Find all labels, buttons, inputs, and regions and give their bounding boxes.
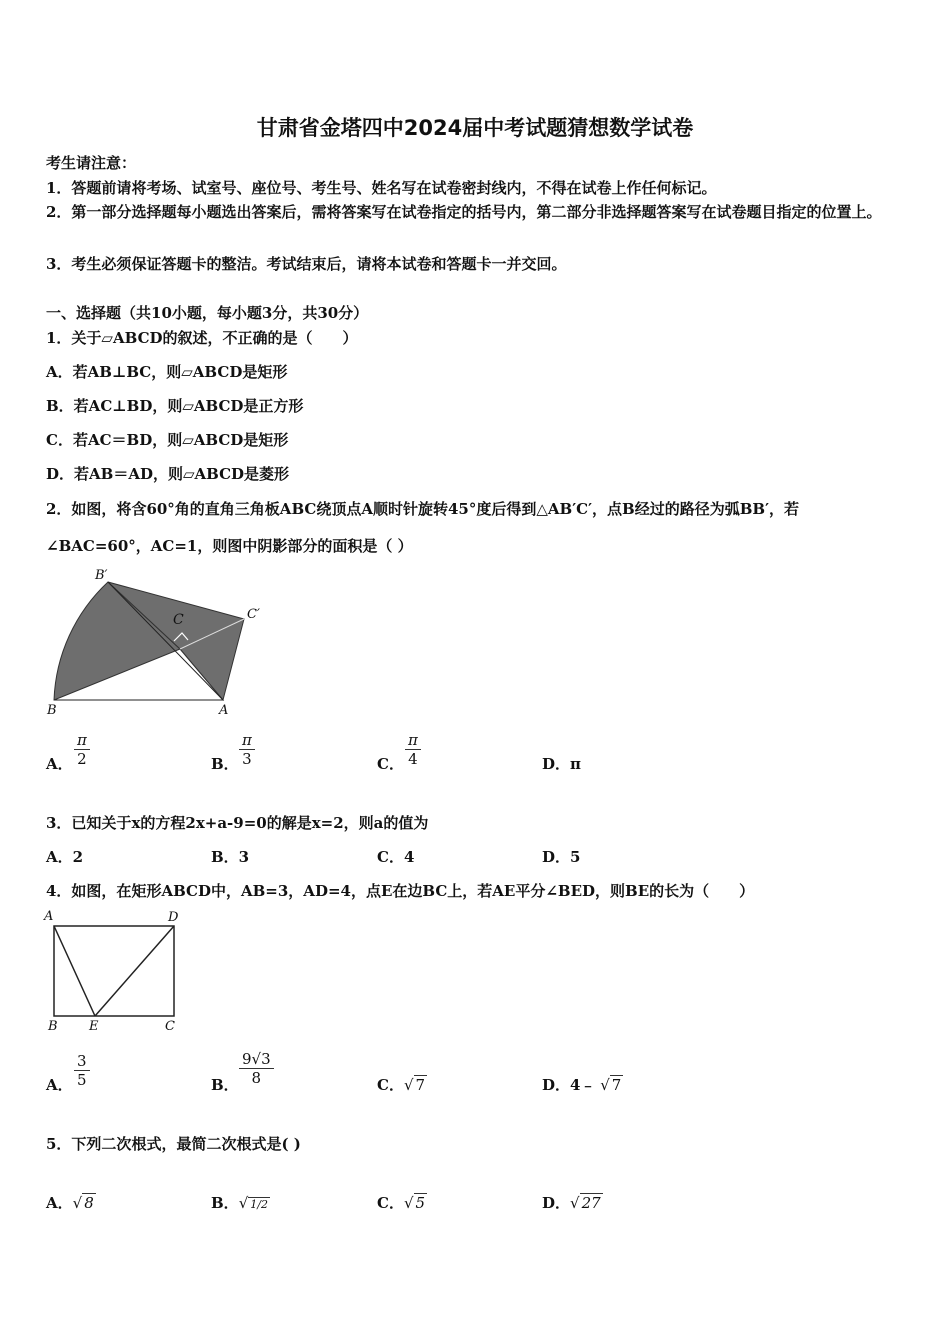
sqrt-symbol: √ 1/2: [238, 1194, 268, 1212]
q4-label-e: E: [89, 1019, 99, 1034]
q2-rotation-figure: [40, 563, 275, 718]
q2-option-d: D．π: [542, 755, 581, 773]
q3-stem: 3．已知关于x的方程2x+a-9=0的解是x=2，则a的值为: [46, 814, 429, 832]
sqrt-symbol: √ 7: [403, 1076, 426, 1094]
sqrt-symbol: √ 8: [72, 1194, 94, 1212]
q4-label-c: C: [165, 1019, 175, 1034]
q2-label-a: A: [219, 703, 229, 718]
section-heading: 一、选择题（共10小题，每小题3分，共30分）: [46, 304, 369, 322]
q2-option-c-letter: C．: [377, 755, 404, 773]
q1-stem: 1．关于▱ABCD的叙述，不正确的是（ ）: [46, 329, 358, 347]
q2-stem-line1: 2．如图，将含60°角的直角三角板ABC绕顶点A顺时针旋转45°度后得到△AB′C′，点B经过的路径为弧BB′，若: [46, 500, 800, 518]
q5-option-b: B．√ 1/2: [211, 1194, 268, 1212]
q4-label-d: D: [168, 910, 179, 925]
q1-option-b: B．若AC⊥BD，则▱ABCD是正方形: [46, 397, 304, 415]
sqrt-symbol: √ 27: [570, 1194, 601, 1212]
q2-option-a-letter: A．: [46, 755, 73, 773]
notice-item-2: 2．第一部分选择题每小题选出答案后，需将答案写在试卷指定的括号内，第二部分非选择题答案写在试卷题目指定的位置上。: [46, 203, 882, 221]
notice-item-1: 1．答题前请将考场、试室号、座位号、考生号、姓名写在试卷密封线内，不得在试卷上作任何标记。: [46, 179, 717, 197]
q5-stem: 5．下列二次根式，最简二次根式是( ): [46, 1135, 301, 1153]
q2-stem-line2: ∠BAC=60°，AC=1，则图中阴影部分的面积是（ ）: [46, 537, 413, 555]
q2-option-b-letter: B．: [211, 755, 239, 773]
q3-option-c: C．4: [377, 848, 415, 866]
q2-option-b-fraction: $\frac{\pi}{3}$: [239, 731, 255, 768]
q4-rectangle-figure: [40, 906, 190, 1036]
q1-option-d: D．若AB＝AD，则▱ABCD是菱形: [46, 465, 290, 483]
q4-label-b: B: [48, 1019, 58, 1034]
q1-option-c: C．若AC＝BD，则▱ABCD是矩形: [46, 431, 289, 449]
q2-option-a-fraction: $\frac{\pi}{2}$: [74, 731, 90, 768]
notice-heading: 考生请注意：: [46, 154, 137, 172]
q4-option-a-fraction: $\frac{3}{5}$: [74, 1052, 90, 1089]
q4-option-b-letter: B．: [211, 1076, 239, 1094]
q3-option-d: D．5: [542, 848, 581, 866]
exam-title: 甘肃省金塔四中2024届中考试题猜想数学试卷: [256, 116, 694, 140]
q2-label-b: B: [47, 703, 57, 718]
q4-label-a: A: [44, 909, 54, 924]
q4-option-d: D．4﹣ √ 7: [542, 1076, 622, 1094]
notice-item-3: 3．考生必须保证答题卡的整洁。考试结束后，请将本试卷和答题卡一并交回。: [46, 255, 567, 273]
q2-option-c-fraction: $\frac{\pi}{4}$: [405, 731, 421, 768]
q5-option-d: D．√ 27: [542, 1194, 601, 1212]
q2-label-c: C: [173, 612, 184, 628]
q4-option-b-fraction: $\frac{9√3}{8}$: [239, 1050, 274, 1087]
q2-label-b-prime: B′: [95, 568, 108, 583]
q3-option-a: A．2: [46, 848, 84, 866]
q5-option-c: C．√ 5: [377, 1194, 426, 1212]
sqrt-symbol: √ 7: [595, 1076, 622, 1094]
q4-stem: 4．如图，在矩形ABCD中，AB=3，AD=4，点E在边BC上，若AE平分∠BED，则BE的长为（ ）: [46, 882, 755, 900]
q5-option-a: A．√ 8: [46, 1194, 94, 1212]
q1-option-a: A．若AB⊥BC，则▱ABCD是矩形: [46, 363, 288, 381]
sqrt-symbol: √ 5: [403, 1194, 426, 1212]
q2-label-c-prime: C′: [247, 607, 260, 622]
q4-option-a-letter: A．: [46, 1076, 73, 1094]
q3-option-b: B．3: [211, 848, 250, 866]
q4-option-c: C．√ 7: [377, 1076, 426, 1094]
